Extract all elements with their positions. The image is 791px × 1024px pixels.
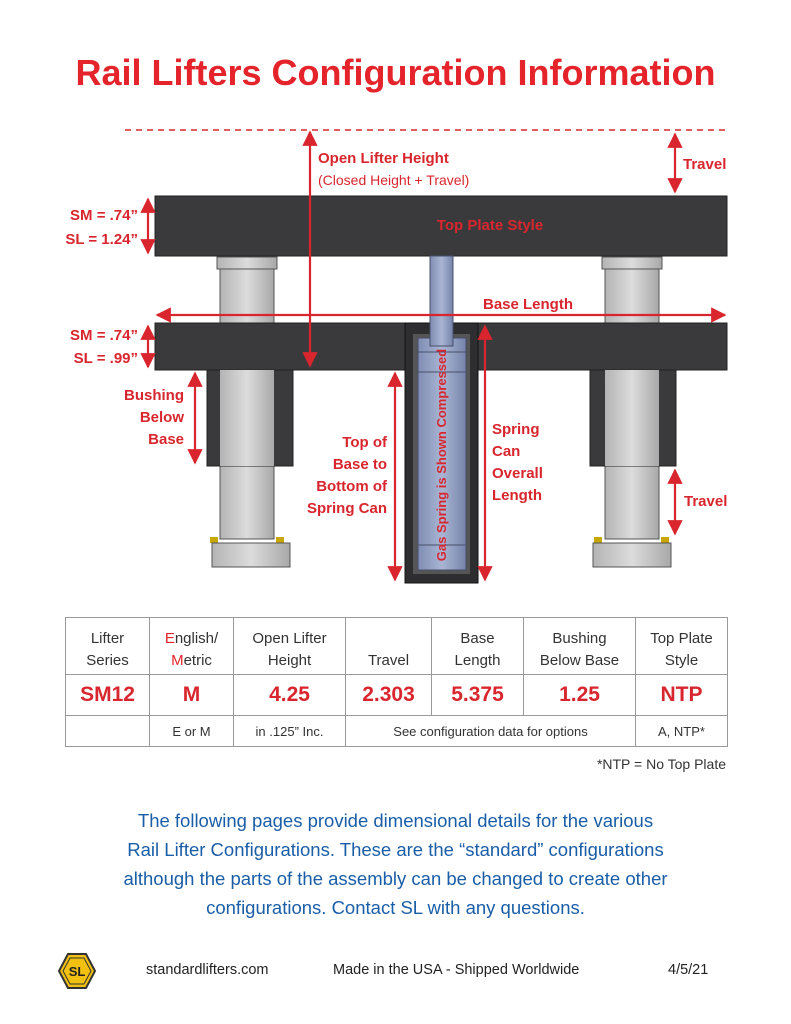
top-plate-style-label: Top Plate Style	[436, 217, 544, 234]
header-lifter-series: Lifter Series	[66, 618, 150, 675]
note-configuration: See configuration data for options	[346, 716, 636, 747]
base-length-label: Base Length	[482, 296, 574, 313]
header-open-lifter-height: Open Lifter Height	[234, 618, 346, 675]
gas-spring-note: Gas Spring is Shown Compressed	[434, 348, 449, 562]
intro-line-3: although the parts of the assembly can be changed to create other	[123, 868, 668, 889]
intro-paragraph	[60, 806, 731, 922]
value-travel: 2.303	[346, 675, 432, 716]
table-header-row	[66, 618, 728, 675]
base-to-can-line-4: Spring Can	[306, 500, 387, 517]
ntp-footnote: *NTP = No Top Plate	[596, 756, 726, 772]
base-to-can-line-3: Bottom of	[316, 478, 387, 495]
configuration-table	[65, 617, 728, 747]
english-rest: nglish/	[174, 630, 219, 647]
table-notes-row	[66, 716, 728, 747]
metric-rest: etric	[183, 652, 212, 669]
top-plate-thickness-sl: SL = 1.24”	[65, 231, 138, 248]
english-initial: E	[164, 630, 175, 647]
header-travel: Travel	[346, 618, 432, 675]
footer-date: 4/5/21	[668, 962, 709, 978]
open-height-label: Open Lifter Height	[318, 150, 449, 167]
open-height-sublabel: (Closed Height + Travel)	[318, 172, 470, 188]
travel-top-label: Travel	[683, 156, 727, 173]
note-open-height: in .125” Inc.	[234, 716, 346, 747]
travel-bottom-label: Travel	[684, 493, 728, 510]
header-bushing-below-base: Bushing Below Base	[524, 618, 636, 675]
base-thickness-sm: SM = .74”	[70, 327, 138, 344]
value-base-length: 5.375	[432, 675, 524, 716]
spring-can-line-4: Length	[492, 487, 542, 504]
spring-can-line-1: Spring	[492, 421, 540, 438]
metric-initial: M	[171, 652, 184, 669]
header-base-length: Base Length	[432, 618, 524, 675]
bushing-label-line-1: Bushing	[124, 387, 184, 404]
note-english-metric: E or M	[150, 716, 234, 747]
base-thickness-sl: SL = .99”	[73, 350, 138, 367]
intro-line-2: Rail Lifter Configurations. These are the “standard” configurations	[127, 839, 664, 860]
note-lifter-series	[66, 716, 150, 747]
intro-line-1: The following pages provide dimensional details for the various	[137, 810, 654, 831]
base-to-can-line-2: Base to	[332, 456, 387, 473]
value-english-metric: M	[150, 675, 234, 716]
base-to-can-line-1: Top of	[342, 434, 387, 451]
logo-text: SL	[68, 964, 86, 979]
sl-logo	[58, 953, 96, 989]
top-plate-thickness-sm: SM = .74”	[70, 207, 138, 224]
page-title: Rail Lifters Configuration Information	[75, 52, 716, 93]
table-value-row	[66, 675, 728, 716]
value-open-lifter-height: 4.25	[234, 675, 346, 716]
spring-can-line-3: Overall	[492, 465, 543, 482]
footer-website: standardlifters.com	[146, 962, 269, 978]
note-top-plate: A, NTP*	[636, 716, 728, 747]
spring-can-line-2: Can	[492, 443, 521, 460]
value-lifter-series: SM12	[66, 675, 150, 716]
footer-tagline: Made in the USA - Shipped Worldwide	[333, 962, 580, 978]
bushing-label-line-3: Base	[148, 431, 184, 448]
bushing-label-line-2: Below	[139, 409, 184, 426]
value-top-plate-style: NTP	[636, 675, 728, 716]
value-bushing-below-base: 1.25	[524, 675, 636, 716]
header-english-metric	[150, 618, 234, 675]
header-top-plate-style: Top Plate Style	[636, 618, 728, 675]
intro-line-4: configurations. Contact SL with any questions.	[206, 897, 585, 918]
